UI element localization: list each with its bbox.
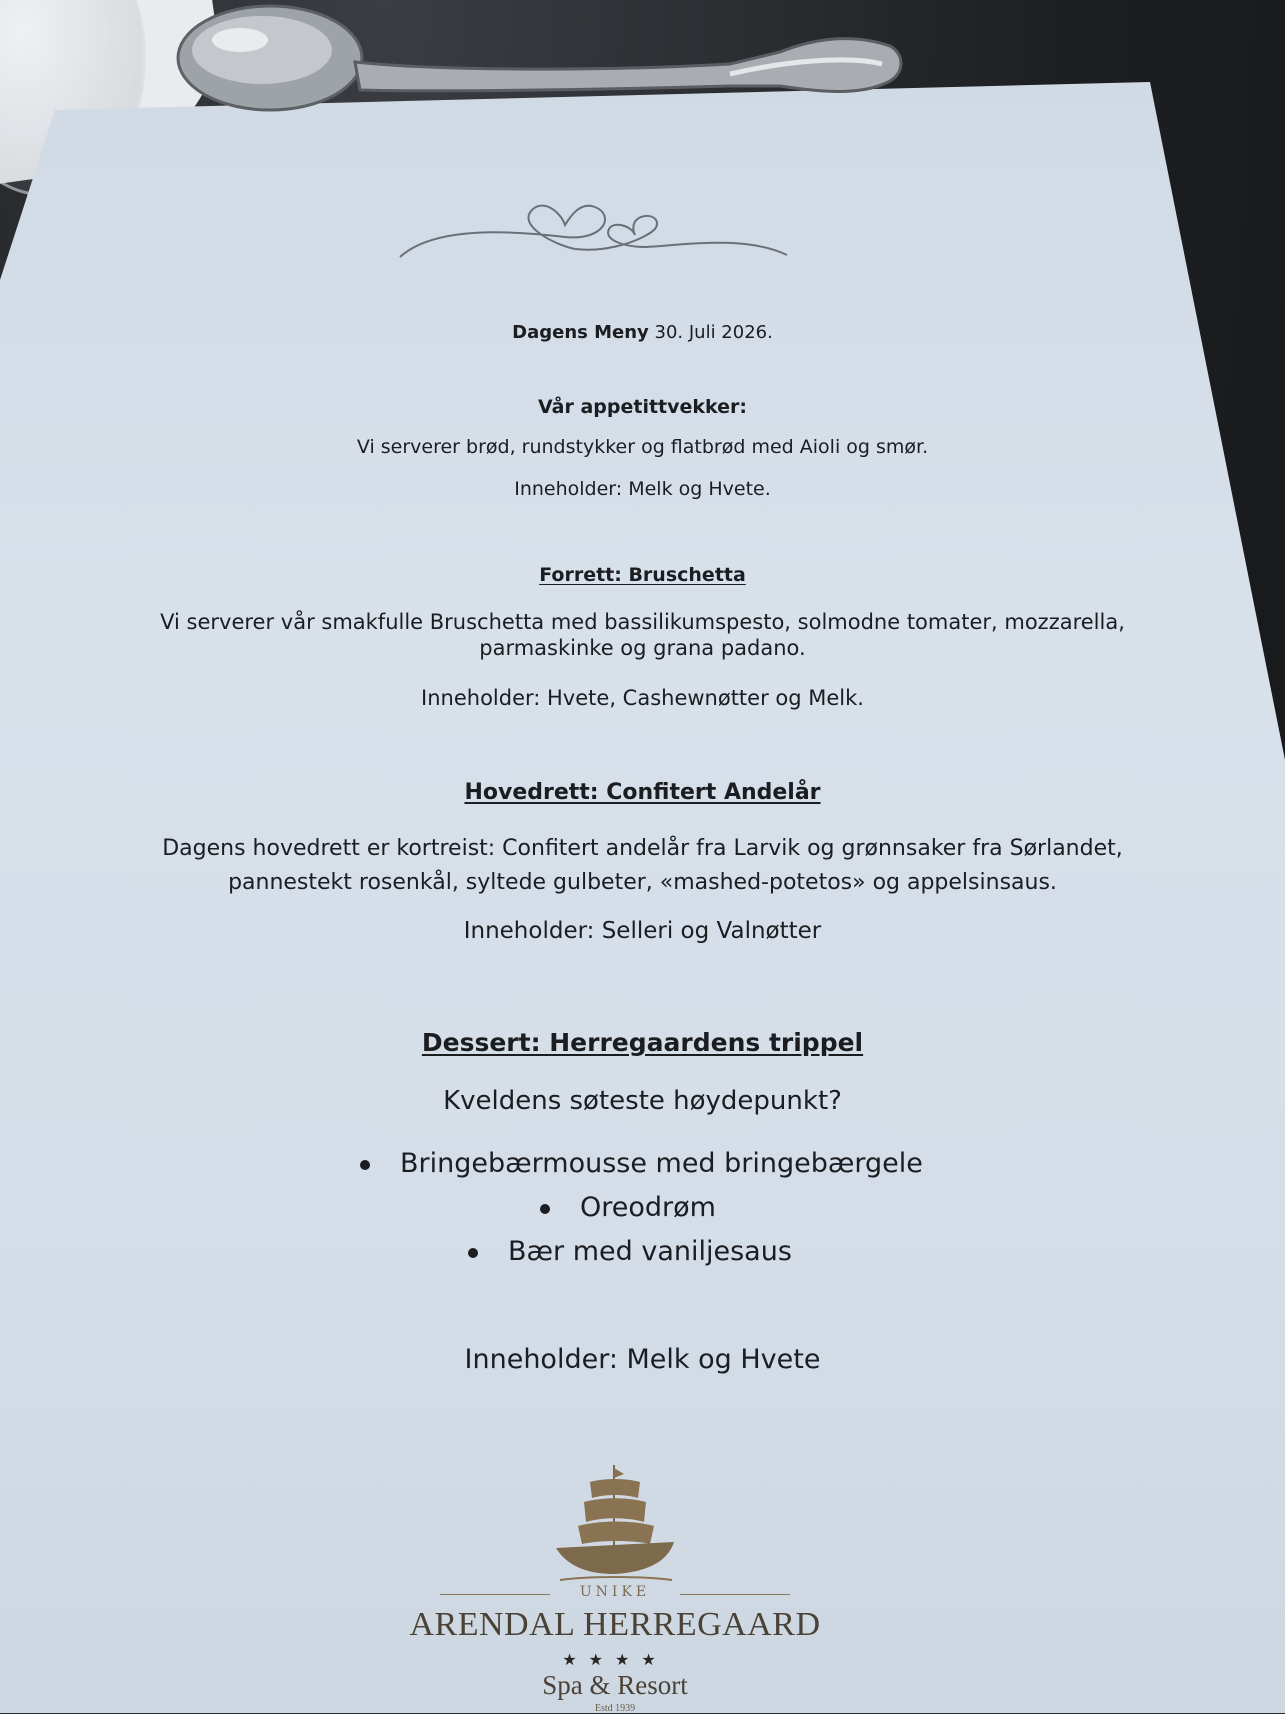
logo-tagline-top: UNIKE	[579, 1584, 651, 1600]
logo-rule-right	[680, 1594, 790, 1595]
logo-name: ARENDAL HERREGAARD	[409, 1606, 821, 1643]
hearts-ornament-icon	[395, 195, 795, 270]
dessert-item-label: Bringebærmousse med bringebærgele	[400, 1148, 923, 1179]
menu-heading-date: 30. Juli 2026.	[648, 322, 773, 343]
list-item	[468, 1236, 792, 1267]
appetizer-allergens: Inneholder: Melk og Hvete.	[514, 478, 771, 500]
bullet-icon	[540, 1204, 550, 1214]
main-description-line2: pannestekt rosenkål, syltede gulbeter, «mashed-potetos» og appelsinsaus.	[228, 870, 1057, 895]
menu-heading-title: Dagens Meny	[512, 322, 649, 343]
dessert-item-label: Bær med vaniljesaus	[508, 1236, 792, 1267]
logo-stars: ★★★★	[562, 1650, 668, 1669]
logo-subtitle: Spa & Resort	[542, 1670, 688, 1700]
starter-description-line2: parmaskinke og grana padano.	[479, 636, 806, 660]
main-title: Hovedrett: Confitert Andelår	[464, 780, 821, 805]
appetizer-description: Vi serverer brød, rundstykker og flatbrød med Aioli og smør.	[356, 436, 929, 458]
starter-title: Forrett: Bruschetta	[539, 564, 746, 586]
hotel-logo	[400, 1460, 830, 1713]
ship-icon	[550, 1460, 680, 1585]
main-allergens: Inneholder: Selleri og Valnøtter	[463, 918, 822, 944]
dessert-allergens: Inneholder: Melk og Hvete	[464, 1344, 821, 1375]
logo-established: Estd 1939	[594, 1703, 636, 1714]
dessert-title: Dessert: Herregaardens trippel	[421, 1028, 864, 1057]
list-item	[540, 1192, 716, 1223]
appetizer-title: Vår appetittvekker:	[537, 396, 748, 418]
bullet-icon	[468, 1248, 478, 1258]
dessert-list	[0, 1140, 1285, 1280]
dessert-intro: Kveldens søteste høydepunkt?	[443, 1086, 842, 1116]
list-item	[360, 1148, 923, 1179]
dessert-item-label: Oreodrøm	[580, 1192, 716, 1223]
bullet-icon	[360, 1160, 370, 1170]
menu-heading	[0, 322, 1285, 343]
main-description-line1: Dagens hovedrett er kortreist: Confitert andelår fra Larvik og grønnsaker fra Sørlandet,	[162, 836, 1123, 861]
starter-description-line1: Vi serverer vår smakfulle Bruschetta med bassilikumspesto, solmodne tomater, mozzarella,	[160, 610, 1125, 634]
starter-allergens: Inneholder: Hvete, Cashewnøtter og Melk.	[421, 686, 864, 710]
